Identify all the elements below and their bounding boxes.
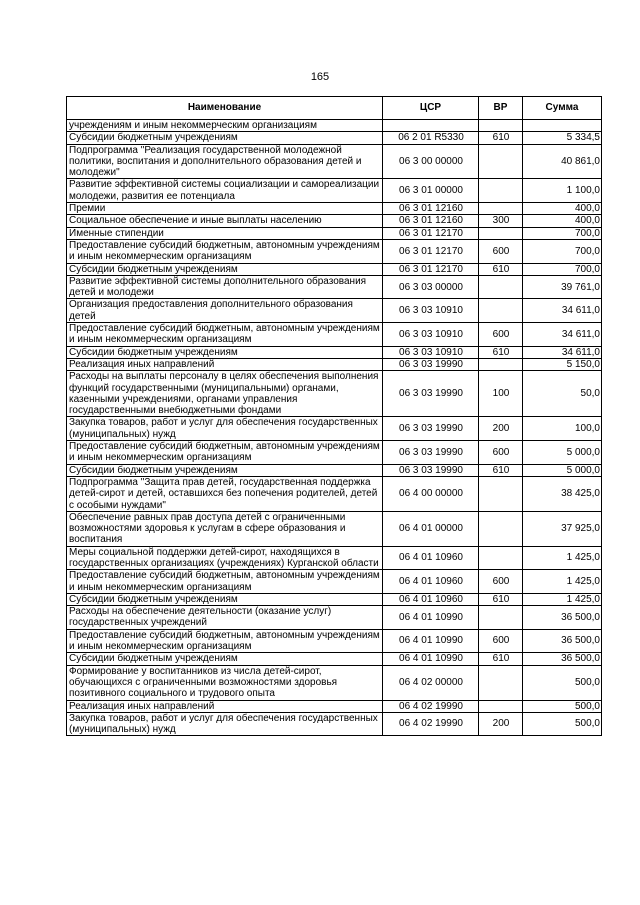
cell-name: Организация предоставления дополнительного образования детей <box>67 299 383 323</box>
cell-csr: 06 3 00 00000 <box>383 144 479 179</box>
cell-vr <box>479 275 523 299</box>
table-row <box>67 120 602 132</box>
cell-name: Развитие эффективной системы дополнительного образования детей и молодежи <box>67 275 383 299</box>
cell-sum: 700,0 <box>523 227 602 239</box>
cell-csr: 06 3 03 19990 <box>383 464 479 476</box>
cell-csr: 06 3 03 00000 <box>383 275 479 299</box>
table-row <box>67 476 602 511</box>
table-row <box>67 346 602 358</box>
cell-sum: 500,0 <box>523 665 602 700</box>
cell-name: Социальное обеспечение и иные выплаты населению <box>67 215 383 227</box>
cell-name: Расходы на обеспечение деятельности (оказание услуг) государственных учреждений <box>67 606 383 630</box>
cell-vr: 300 <box>479 215 523 227</box>
cell-csr: 06 3 03 10910 <box>383 299 479 323</box>
table-row <box>67 417 602 441</box>
cell-vr: 610 <box>479 464 523 476</box>
cell-csr: 06 3 01 12170 <box>383 239 479 263</box>
cell-vr: 600 <box>479 441 523 465</box>
cell-sum: 1 425,0 <box>523 570 602 594</box>
cell-sum: 100,0 <box>523 417 602 441</box>
cell-name: Предоставление субсидий бюджетным, автономным учреждениям и иным некоммерческим организациям <box>67 441 383 465</box>
table-row <box>67 511 602 546</box>
cell-name: Закупка товаров, работ и услуг для обеспечения государственных (муниципальных) нужд <box>67 417 383 441</box>
cell-csr: 06 3 03 19990 <box>383 417 479 441</box>
table-row <box>67 546 602 570</box>
cell-csr: 06 4 02 19990 <box>383 712 479 736</box>
cell-vr <box>479 476 523 511</box>
cell-vr: 610 <box>479 263 523 275</box>
table-row <box>67 464 602 476</box>
cell-vr: 610 <box>479 132 523 144</box>
cell-sum: 500,0 <box>523 712 602 736</box>
cell-name: Предоставление субсидий бюджетным, автономным учреждениям и иным некоммерческим организациям <box>67 323 383 347</box>
table-row <box>67 227 602 239</box>
cell-vr <box>479 511 523 546</box>
cell-name: Предоставление субсидий бюджетным, автономным учреждениям и иным некоммерческим организациям <box>67 570 383 594</box>
cell-sum: 5 334,5 <box>523 132 602 144</box>
cell-vr <box>479 546 523 570</box>
table-row <box>67 593 602 605</box>
cell-name: Предоставление субсидий бюджетным, автономным учреждениям и иным некоммерческим организациям <box>67 239 383 263</box>
cell-sum: 1 100,0 <box>523 179 602 203</box>
cell-csr: 06 3 01 00000 <box>383 179 479 203</box>
cell-name: Закупка товаров, работ и услуг для обеспечения государственных (муниципальных) нужд <box>67 712 383 736</box>
cell-sum: 34 611,0 <box>523 346 602 358</box>
cell-sum: 34 611,0 <box>523 323 602 347</box>
cell-csr: 06 4 01 10960 <box>383 570 479 594</box>
cell-name: Субсидии бюджетным учреждениям <box>67 653 383 665</box>
cell-name: Субсидии бюджетным учреждениям <box>67 464 383 476</box>
cell-vr <box>479 358 523 370</box>
cell-csr: 06 2 01 R5330 <box>383 132 479 144</box>
cell-csr: 06 3 03 19990 <box>383 371 479 417</box>
cell-csr: 06 4 00 00000 <box>383 476 479 511</box>
cell-vr: 100 <box>479 371 523 417</box>
cell-vr <box>479 227 523 239</box>
cell-csr: 06 3 03 19990 <box>383 441 479 465</box>
table-row <box>67 275 602 299</box>
table-row <box>67 371 602 417</box>
cell-csr: 06 4 01 10990 <box>383 606 479 630</box>
cell-vr <box>479 144 523 179</box>
cell-name: Подпрограмма "Защита прав детей, государственная поддержка детей-сирот и детей, оставшихся без попечения родителей, детей с особыми нуждами" <box>67 476 383 511</box>
cell-csr: 06 3 01 12170 <box>383 227 479 239</box>
table-row <box>67 653 602 665</box>
table-row <box>67 299 602 323</box>
table-row <box>67 441 602 465</box>
cell-vr <box>479 299 523 323</box>
cell-csr: 06 3 01 12170 <box>383 263 479 275</box>
budget-table <box>66 96 602 736</box>
table-row <box>67 570 602 594</box>
cell-sum: 1 425,0 <box>523 593 602 605</box>
cell-sum: 39 761,0 <box>523 275 602 299</box>
header-name: Наименование <box>67 97 383 120</box>
table-row <box>67 132 602 144</box>
header-vr: ВР <box>479 97 523 120</box>
table-row <box>67 665 602 700</box>
cell-sum: 36 500,0 <box>523 653 602 665</box>
cell-sum: 36 500,0 <box>523 629 602 653</box>
cell-sum: 700,0 <box>523 239 602 263</box>
cell-vr: 610 <box>479 593 523 605</box>
cell-csr: 06 4 01 00000 <box>383 511 479 546</box>
cell-csr: 06 4 01 10990 <box>383 629 479 653</box>
cell-name: Развитие эффективной системы социализации и самореализации молодежи, развития ее потенциала <box>67 179 383 203</box>
cell-sum: 400,0 <box>523 203 602 215</box>
table-row <box>67 144 602 179</box>
cell-sum: 50,0 <box>523 371 602 417</box>
table-row <box>67 203 602 215</box>
cell-csr <box>383 120 479 132</box>
cell-csr: 06 4 02 19990 <box>383 700 479 712</box>
table-row <box>67 358 602 370</box>
cell-csr: 06 3 01 12160 <box>383 203 479 215</box>
cell-name: Субсидии бюджетным учреждениям <box>67 593 383 605</box>
cell-name: Предоставление субсидий бюджетным, автономным учреждениям и иным некоммерческим организациям <box>67 629 383 653</box>
cell-vr: 200 <box>479 712 523 736</box>
table-row <box>67 629 602 653</box>
cell-sum: 5 150,0 <box>523 358 602 370</box>
cell-name: Премии <box>67 203 383 215</box>
cell-vr <box>479 606 523 630</box>
cell-sum <box>523 120 602 132</box>
page-number: 165 <box>310 71 330 83</box>
cell-csr: 06 3 03 19990 <box>383 358 479 370</box>
table-header-row <box>67 97 602 120</box>
cell-vr: 600 <box>479 323 523 347</box>
cell-csr: 06 4 01 10960 <box>383 593 479 605</box>
cell-name: Формирование у воспитанников из числа детей-сирот, обучающихся с ограниченными возможностями здоровья позитивного социального и трудового опыта <box>67 665 383 700</box>
cell-sum: 400,0 <box>523 215 602 227</box>
cell-vr <box>479 179 523 203</box>
cell-name: Субсидии бюджетным учреждениям <box>67 263 383 275</box>
header-sum: Сумма <box>523 97 602 120</box>
cell-sum: 38 425,0 <box>523 476 602 511</box>
cell-vr: 600 <box>479 570 523 594</box>
cell-csr: 06 4 02 00000 <box>383 665 479 700</box>
cell-vr <box>479 120 523 132</box>
table-row <box>67 239 602 263</box>
cell-sum: 500,0 <box>523 700 602 712</box>
cell-name: Субсидии бюджетным учреждениям <box>67 132 383 144</box>
table-row <box>67 606 602 630</box>
table-row <box>67 263 602 275</box>
cell-sum: 700,0 <box>523 263 602 275</box>
table-row <box>67 179 602 203</box>
cell-csr: 06 4 01 10960 <box>383 546 479 570</box>
table-row <box>67 712 602 736</box>
cell-csr: 06 3 01 12160 <box>383 215 479 227</box>
cell-csr: 06 3 03 10910 <box>383 323 479 347</box>
cell-sum: 5 000,0 <box>523 464 602 476</box>
cell-vr: 600 <box>479 239 523 263</box>
header-csr: ЦСР <box>383 97 479 120</box>
cell-name: Именные стипендии <box>67 227 383 239</box>
cell-csr: 06 4 01 10990 <box>383 653 479 665</box>
cell-sum: 34 611,0 <box>523 299 602 323</box>
cell-name: Обеспечение равных прав доступа детей с ограниченными возможностями здоровья к услугам в сфере образования и воспитания <box>67 511 383 546</box>
cell-vr <box>479 203 523 215</box>
cell-vr: 610 <box>479 346 523 358</box>
cell-sum: 37 925,0 <box>523 511 602 546</box>
table-row <box>67 323 602 347</box>
cell-name: Реализация иных направлений <box>67 700 383 712</box>
cell-name: Субсидии бюджетным учреждениям <box>67 346 383 358</box>
cell-name: Расходы на выплаты персоналу в целях обеспечения выполнения функций государственными (муниципальными) органами, казенными учреждениями, органами управления государственными внебюджетными фондами <box>67 371 383 417</box>
cell-vr: 610 <box>479 653 523 665</box>
cell-vr <box>479 665 523 700</box>
cell-sum: 5 000,0 <box>523 441 602 465</box>
cell-vr: 600 <box>479 629 523 653</box>
cell-sum: 36 500,0 <box>523 606 602 630</box>
cell-name: Реализация иных направлений <box>67 358 383 370</box>
cell-name: учреждениям и иным некоммерческим организациям <box>67 120 383 132</box>
cell-csr: 06 3 03 10910 <box>383 346 479 358</box>
table-row <box>67 700 602 712</box>
cell-sum: 1 425,0 <box>523 546 602 570</box>
cell-name: Подпрограмма "Реализация государственной молодежной политики, воспитания и дополнительного образования детей и молодежи" <box>67 144 383 179</box>
cell-name: Меры социальной поддержки детей-сирот, находящихся в государственных организациях (учреждениях) Курганской области <box>67 546 383 570</box>
cell-vr <box>479 700 523 712</box>
cell-vr: 200 <box>479 417 523 441</box>
table-row <box>67 215 602 227</box>
cell-sum: 40 861,0 <box>523 144 602 179</box>
